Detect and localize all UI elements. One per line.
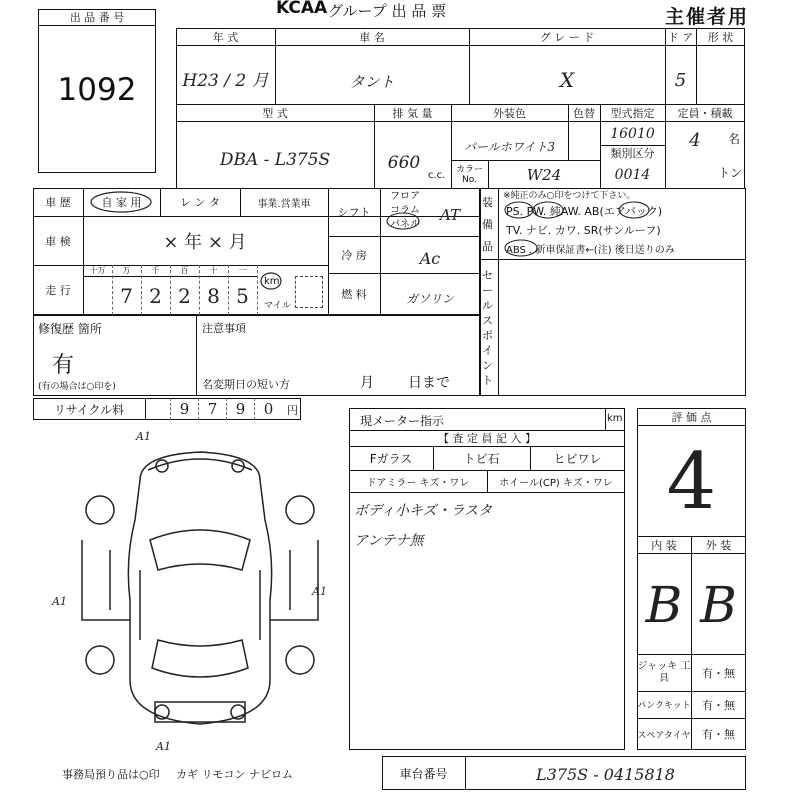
history-business: 事業.営業車 [257, 198, 311, 210]
diagram-mark-left: A1 [52, 595, 67, 608]
shape-label: 形 状 [707, 30, 734, 44]
shift-panel: パネル [390, 219, 420, 230]
chassis-value: L375S - 0415818 [536, 764, 675, 784]
car-name-label: 車 名 [359, 30, 385, 44]
km-circle-mark [260, 272, 284, 290]
year-label: 年 式 [212, 30, 239, 44]
exterior-color-value: パールホワイト3 [463, 139, 556, 154]
glass-crack: ヒビワレ [553, 451, 602, 466]
puncture-value: 有・無 [702, 698, 735, 712]
interior-label: 内 装 [651, 538, 677, 552]
fuel-label: 燃 料 [341, 288, 367, 301]
office-items: カギ リモコン ナビロム [176, 768, 293, 781]
recycle-label: リサイクル料 [53, 402, 125, 417]
mileage-digit-label: 万 [122, 266, 131, 275]
panel-circle-mark [386, 212, 422, 230]
repair-value: 有 [52, 353, 75, 378]
notes-due-label: 名変期日の短い方 [202, 378, 290, 391]
tonnage-unit: トン [718, 166, 743, 180]
mileage-digit-label: 一 [238, 266, 247, 275]
category-value: 0014 [614, 167, 651, 183]
grade-label: グ レ ー ド [539, 30, 595, 44]
inspection-label: 車 検 [45, 234, 71, 248]
recycle-digit: 9 [226, 398, 254, 420]
recycle-unit: 円 [287, 404, 298, 417]
inspector-comment-2: アンテナ無 [354, 533, 424, 549]
fuel-value: ガソリン [405, 291, 454, 306]
mileage-digit-label: 十 [209, 266, 218, 275]
glass-stone: トビ石 [463, 451, 500, 466]
door-label: ド ア [667, 30, 694, 44]
color-change-label: 色替 [573, 106, 595, 120]
diagram-mark-right: A1 [312, 585, 327, 598]
mileage-unit-km: km [264, 276, 280, 287]
shift-floor: フロア [390, 191, 420, 202]
color-no-label: カラー No. [455, 164, 483, 185]
repair-label: 修復歴 箇所 [38, 322, 102, 336]
mileage-digit: 8 [207, 284, 220, 308]
car-name-value: タント [349, 72, 395, 91]
spare-value: 有・無 [702, 728, 735, 741]
capacity-label: 定員・積載 [677, 106, 733, 120]
aircon-value: Ac [419, 248, 441, 268]
shift-label: シフト [337, 206, 371, 219]
mileage-unit-mile: マイル [264, 301, 291, 311]
diagram-mark-rear: A1 [156, 740, 171, 753]
model-value: DBA - L375S [219, 150, 331, 170]
recycle-digit: 7 [198, 398, 226, 420]
header-logo: KCAA [276, 0, 328, 18]
year-value: H23 / 2 月 [182, 70, 269, 91]
capacity-unit: 名 [728, 132, 741, 146]
notes-due-month: 月 [360, 375, 374, 391]
aircon-label: 冷 房 [341, 248, 367, 262]
mileage-digit: 2 [149, 284, 162, 308]
spare-label: スペアタイヤ [637, 730, 691, 741]
inspection-value: × 年 × 月 [163, 232, 247, 253]
capacity-value: 4 [689, 129, 701, 151]
abs-circle-mark [502, 238, 542, 258]
mileage-digit: 2 [178, 284, 191, 308]
shift-value: AT [440, 206, 461, 224]
glass-label: Fガラス [369, 451, 413, 466]
equipment-label: 装 備 品 [482, 196, 493, 253]
jack-label: ジャッキ 工 具 [637, 660, 691, 684]
office-note: 事務局預り品は○印 [62, 768, 160, 781]
category-label: 類別区分 [610, 147, 655, 160]
sales-point-label: セールスポイント [482, 269, 493, 387]
grade-label: 評 価 点 [671, 410, 712, 424]
private-circle-mark [90, 190, 154, 214]
repair-note: (有の場合は○印を) [38, 382, 116, 392]
meter-unit: km [607, 413, 623, 424]
history-private: 自 家 用 [101, 196, 142, 209]
displacement-unit: c.c. [428, 170, 446, 181]
recycle-digit: 0 [254, 398, 282, 420]
header-title: グループ 出 品 票 [328, 2, 447, 20]
exterior-label: 外 装 [705, 538, 732, 552]
inspector-header: 【 査 定 員 記 入 】 [438, 432, 536, 445]
door-value: 5 [674, 69, 687, 91]
inspector-comment-1: ボディ小キズ・ラスタ [354, 503, 493, 519]
grade-value: X [559, 68, 575, 92]
car-damage-diagram [70, 440, 330, 760]
grade-value: 4 [666, 437, 717, 527]
displacement-label: 排 気 量 [392, 106, 433, 120]
mileage-digit-label: 十万 [89, 266, 106, 275]
mileage-digit-label: 百 [180, 266, 189, 275]
type-spec-label: 型式指定 [610, 106, 655, 120]
equipment-line3: ABS . 新車保証書←(注) 後日送りのみ [506, 245, 675, 256]
history-label: 車 歴 [45, 196, 71, 209]
model-label: 型 式 [262, 106, 288, 120]
equipment-note: ※純正のみ○印をつけて下さい。 [503, 191, 636, 201]
equipment-line1: PS. PW. 純AW. AB(エアバック) [506, 205, 663, 218]
shift-column: コラム [390, 205, 420, 216]
lot-number-value: 1092 [57, 72, 137, 108]
displacement-value: 660 [387, 153, 421, 173]
equipment-line2: TV. ナビ. カワ. SR(サンルーフ) [506, 224, 661, 237]
mirror-label: ドアミラー キズ・ワレ [366, 477, 470, 489]
meter-label: 現メーター指示 [360, 414, 445, 428]
history-rental: レ ン タ [180, 196, 220, 209]
interior-value: B [645, 576, 683, 634]
sponsor-label: 主催者用 [665, 6, 750, 28]
mileage-label: 走 行 [45, 284, 71, 297]
exterior-value: B [700, 576, 737, 634]
mileage-digit: 7 [120, 284, 133, 308]
notes-label: 注意事項 [202, 322, 246, 335]
mileage-digit: 5 [236, 284, 249, 308]
exterior-color-label: 外装色 [493, 106, 526, 120]
recycle-digit: 9 [170, 398, 198, 420]
color-no-value: W24 [526, 165, 562, 184]
diagram-mark-front: A1 [136, 430, 151, 443]
wheel-label: ホイール(CP) キズ・ワレ [499, 477, 613, 489]
ps-pw-ab-circle-marks [502, 200, 742, 220]
type-spec-value: 16010 [610, 125, 655, 142]
notes-due-day: 日まで [408, 375, 450, 391]
lot-number-label: 出 品 番 号 [69, 11, 125, 24]
mileage-digit-label: 千 [151, 266, 160, 275]
chassis-label: 車台番号 [399, 766, 448, 781]
puncture-label: パンクキット [637, 701, 691, 711]
jack-value: 有・無 [702, 666, 735, 680]
